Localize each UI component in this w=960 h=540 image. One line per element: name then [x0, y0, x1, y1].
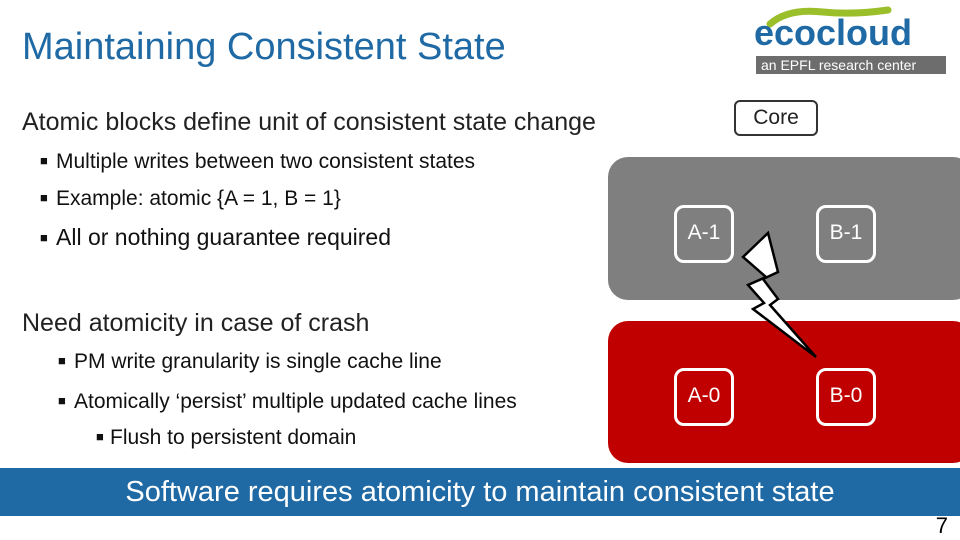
- ecocloud-logo: [748, 6, 950, 76]
- square-bullet-icon: ■: [96, 429, 104, 444]
- pm-line-a: A-0: [674, 368, 734, 426]
- conclusion-banner: Software requires atomicity to maintain consistent state: [0, 468, 960, 516]
- bullet-item: [40, 150, 475, 174]
- bullet-text: Multiple writes between two consistent states: [56, 150, 476, 173]
- crash-lightning-icon: [720, 225, 830, 365]
- square-bullet-icon: ■: [40, 190, 48, 205]
- bullet-text: Flush to persistent domain: [110, 426, 357, 449]
- pm-line-b: B-0: [816, 368, 876, 426]
- square-bullet-icon: ■: [40, 153, 48, 168]
- section1-heading: Atomic blocks define unit of consistent state change: [22, 108, 596, 136]
- core-box: Core: [734, 100, 818, 136]
- logo-subtitle: an EPFL research center: [756, 56, 946, 74]
- page-number: 7: [935, 513, 948, 538]
- bullet-text: Atomically ‘persist’ multiple updated cache lines: [74, 390, 517, 413]
- bullet-item: [40, 187, 341, 211]
- cache-line-b: B-1: [816, 205, 876, 263]
- sub-bullet-item: [96, 426, 356, 450]
- bullet-item: [40, 224, 391, 251]
- bullet-text: PM write granularity is single cache line: [74, 350, 442, 373]
- bullet-text: Example: atomic {A = 1, B = 1}: [56, 187, 341, 210]
- bullet-item: [58, 390, 517, 414]
- cache-line-a: A-1: [674, 205, 734, 263]
- slide-title: Maintaining Consistent State: [22, 26, 506, 68]
- square-bullet-icon: ■: [40, 230, 48, 245]
- square-bullet-icon: ■: [58, 393, 66, 408]
- logo-wordmark: ecocloud: [754, 12, 913, 53]
- bullet-item: [58, 350, 442, 374]
- section2-heading: Need atomicity in case of crash: [22, 309, 370, 337]
- bullet-text: All or nothing guarantee required: [56, 224, 392, 250]
- square-bullet-icon: ■: [58, 353, 66, 368]
